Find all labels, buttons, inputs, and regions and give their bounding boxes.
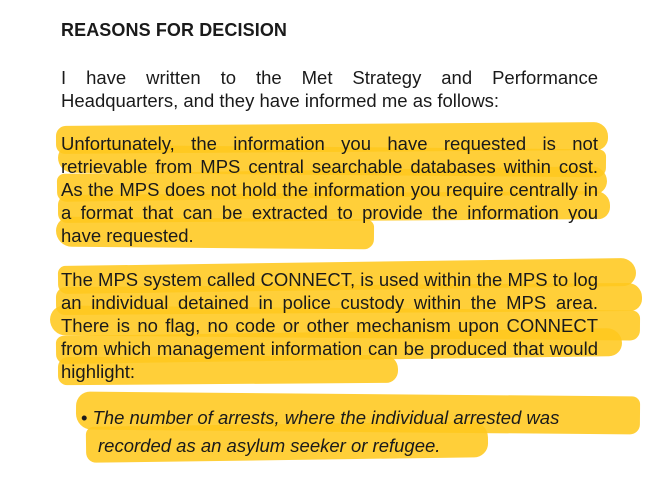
connect-system-paragraph: The MPS system called CONNECT, is used within the MPS to log an individual detained in police custody within the MPS area. There is no flag, no code or other mechanism upon CONNECT from which management information can be produced that would highlight: (61, 269, 598, 382)
bullet-item (81, 404, 611, 460)
cutoff-text-line (61, 472, 601, 480)
not-retrievable-paragraph: Unfortunately, the information you have requested is not retrievable from MPS central searchable databases within cost. As the MPS does not hold the information you require centrally in a format that can be extracted to provide the information you have requested. (61, 133, 598, 246)
bullet-text-line2: recorded as an asylum seeker or refugee. (98, 435, 441, 456)
bullet-text-line1: The number of arrests, where the individual arrested was (92, 407, 560, 428)
intro-paragraph: I have written to the Met Strategy and Performance Headquarters, and they have informed me as follows: (61, 67, 598, 111)
bullet-marker: • (81, 407, 88, 428)
section-heading: REASONS FOR DECISION (61, 20, 288, 40)
